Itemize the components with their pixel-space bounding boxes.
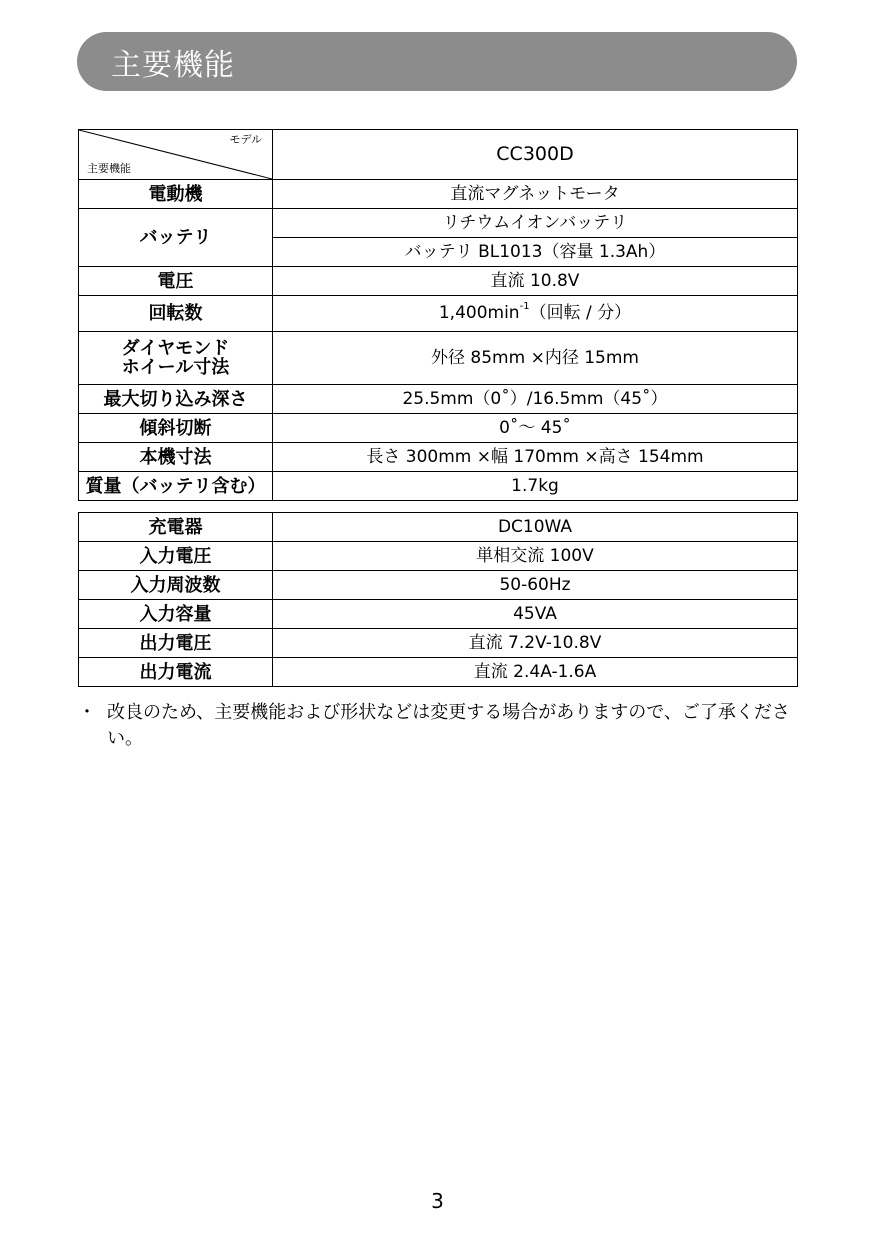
row-label: 入力電圧 [79, 542, 273, 571]
row-value: 単相交流 100V [273, 542, 798, 571]
rpm-exponent: -1 [519, 301, 530, 313]
row-label: 入力周波数 [79, 571, 273, 600]
row-label: 傾斜切断 [79, 414, 273, 443]
diagonal-header-cell [79, 130, 273, 180]
section-title: 主要機能 [111, 47, 235, 83]
row-value: リチウムイオンバッテリ [273, 209, 798, 238]
row-label: 本機寸法 [79, 443, 273, 472]
row-label [79, 332, 273, 385]
table-row [79, 629, 798, 658]
feature-corner-label: 主要機能 [87, 162, 131, 175]
table-row [79, 414, 798, 443]
row-label: 質量（バッテリ含む） [79, 472, 273, 501]
spec-header-row [79, 130, 798, 180]
row-value: 直流 7.2V-10.8V [273, 629, 798, 658]
row-value: 外径 85mm ×内径 15mm [273, 332, 798, 385]
rpm-unit: （回転 / 分） [529, 303, 632, 323]
row-label: 入力容量 [79, 600, 273, 629]
row-value: 直流マグネットモータ [273, 180, 798, 209]
row-value: 直流 2.4A-1.6A [273, 658, 798, 687]
row-value: 1.7kg [273, 472, 798, 501]
table-row [79, 542, 798, 571]
table-row [79, 385, 798, 414]
row-value: 45VA [273, 600, 798, 629]
disclaimer-note [78, 700, 800, 752]
row-label: 電動機 [79, 180, 273, 209]
row-value: 直流 10.8V [273, 267, 798, 296]
row-label: 電圧 [79, 267, 273, 296]
row-value [273, 296, 798, 332]
model-corner-label: モデル [229, 133, 262, 146]
row-label: 回転数 [79, 296, 273, 332]
note-text: 改良のため、主要機能および形状などは変更する場合がありますので、ご了承ください。 [107, 702, 790, 749]
page-number: 3 [431, 1189, 444, 1213]
rpm-value: 1,400min [438, 303, 520, 323]
section-header-bar [77, 32, 797, 91]
table-row [79, 209, 798, 238]
row-label: 充電器 [79, 513, 273, 542]
row-label: バッテリ [79, 209, 273, 267]
row-value: 0˚～ 45˚ [273, 414, 798, 443]
label-line: ホイール寸法 [121, 357, 230, 378]
row-value: 50-60Hz [273, 571, 798, 600]
model-name: CC300D [273, 130, 798, 180]
table-row [79, 267, 798, 296]
table-row [79, 513, 798, 542]
spec-table [78, 129, 798, 501]
table-row [79, 571, 798, 600]
label-line: ダイヤモンド [121, 338, 230, 359]
row-value: DC10WA [273, 513, 798, 542]
charger-table [78, 512, 798, 687]
note-bullet: ・ [78, 702, 96, 723]
row-value: 長さ 300mm ×幅 170mm ×高さ 154mm [273, 443, 798, 472]
row-label: 出力電圧 [79, 629, 273, 658]
table-row [79, 180, 798, 209]
table-row [79, 600, 798, 629]
table-row [79, 472, 798, 501]
table-row [79, 658, 798, 687]
row-value: 25.5mm（0˚）/16.5mm（45˚） [273, 385, 798, 414]
row-value: バッテリ BL1013（容量 1.3Ah） [273, 238, 798, 267]
table-row [79, 332, 798, 385]
row-label: 最大切り込み深さ [79, 385, 273, 414]
table-row [79, 443, 798, 472]
table-row [79, 296, 798, 332]
row-label: 出力電流 [79, 658, 273, 687]
